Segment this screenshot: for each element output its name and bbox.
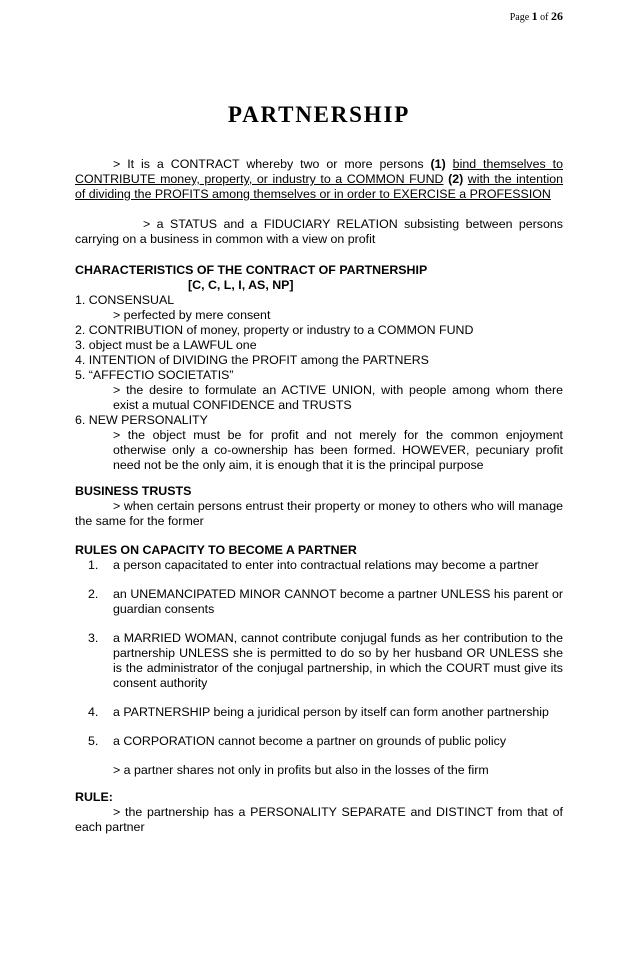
capacity-rule-item xyxy=(75,558,563,573)
characteristics-mnemonic: [C, C, L, I, AS, NP] xyxy=(188,278,294,292)
business-trusts-text: > when certain persons entrust their property or money to others who will manage the same for the former xyxy=(75,499,563,528)
characteristic-detail: > the desire to formulate an ACTIVE UNION, with people among whom there exist a mutual CONFIDENCE and TRUSTS xyxy=(113,383,563,412)
page-total: 26 xyxy=(551,9,563,23)
rule-heading: RULE: xyxy=(75,790,113,804)
characteristic-detail: > the object must be for profit and not merely for the common enjoyment otherwise only a co-ownership has been formed. HOWEVER, pecuniary profit need not be the only aim, it is enough that it is the principal purpose xyxy=(113,428,563,472)
characteristic-item: 3. object must be a LAWFUL one xyxy=(75,338,257,352)
capacity-rules-note: > a partner shares not only in profits but also in the losses of the firm xyxy=(113,763,489,777)
characteristic-item: 2. CONTRIBUTION of money, property or industry to a COMMON FUND xyxy=(75,323,474,337)
element-1-marker: (1) xyxy=(430,157,446,171)
characteristic-item: 4. INTENTION of DIVIDING the PROFIT among the PARTNERS xyxy=(75,353,429,367)
capacity-rule-item xyxy=(75,734,563,749)
document-title: PARTNERSHIP xyxy=(227,102,411,127)
rule-text: a person capacitated to enter into contractual relations may become a partner xyxy=(113,558,539,572)
rule-text: > the partnership has a PERSONALITY SEPARATE and DISTINCT from that of each partner xyxy=(75,805,563,834)
page-current: 1 xyxy=(531,9,538,23)
status-text: > a STATUS and a FIDUCIARY RELATION subsisting between persons carrying on a business in common with a view on profit xyxy=(75,217,563,246)
definition-text: > It is a CONTRACT whereby two or more persons xyxy=(113,157,431,171)
page-of: of xyxy=(540,12,549,23)
characteristics-section xyxy=(75,263,563,473)
element-1-text: bind themselves to CONTRIBUTE money, property, or industry to a COMMON FUND xyxy=(75,157,564,186)
intro-section xyxy=(75,157,563,202)
rule-section xyxy=(75,790,563,835)
rule-number: 2. xyxy=(88,587,99,601)
intro-status xyxy=(75,217,563,247)
rule-number: 3. xyxy=(88,631,99,645)
intro-definition xyxy=(75,157,563,202)
rule-text: a PARTNERSHIP being a juridical person by itself can form another partnership xyxy=(113,705,549,719)
characteristic-detail: > perfected by mere consent xyxy=(113,308,271,322)
capacity-rules-heading: RULES ON CAPACITY TO BECOME A PARTNER xyxy=(75,543,357,557)
capacity-rule-item xyxy=(75,631,563,691)
rule-text: a MARRIED WOMAN, cannot contribute conjugal funds as her contribution to the partnership UNLESS she is permitted to do so by her husband OR UNLESS she is the administrator of the conjugal partnership, in which the COURT must give its consent authority xyxy=(113,631,563,690)
characteristic-item: 5. “AFFECTIO SOCIETATIS” xyxy=(75,368,234,382)
rule-number: 4. xyxy=(88,705,99,719)
element-2-text: with the intention of dividing the PROFITS among themselves or in order to EXERCISE a PROFESSION xyxy=(75,172,563,201)
rule-text: an UNEMANCIPATED MINOR CANNOT become a partner UNLESS his parent or guardian consents xyxy=(113,587,563,616)
business-trusts-heading: BUSINESS TRUSTS xyxy=(75,484,192,498)
characteristic-item: 1. CONSENSUAL xyxy=(75,293,175,307)
capacity-rules-section xyxy=(75,543,563,778)
capacity-rule-item xyxy=(75,705,563,720)
rule-number: 1. xyxy=(88,558,99,572)
business-trusts-section xyxy=(75,484,563,529)
rule-number: 5. xyxy=(88,734,99,748)
element-2-marker: (2) xyxy=(448,172,464,186)
page-number xyxy=(510,9,563,25)
characteristic-item: 6. NEW PERSONALITY xyxy=(75,413,208,427)
page-label: Page xyxy=(509,12,530,23)
rule-text: a CORPORATION cannot become a partner on grounds of public policy xyxy=(113,734,507,748)
capacity-rule-item xyxy=(75,587,563,617)
characteristics-heading: CHARACTERISTICS OF THE CONTRACT OF PARTNERSHIP xyxy=(75,263,428,277)
